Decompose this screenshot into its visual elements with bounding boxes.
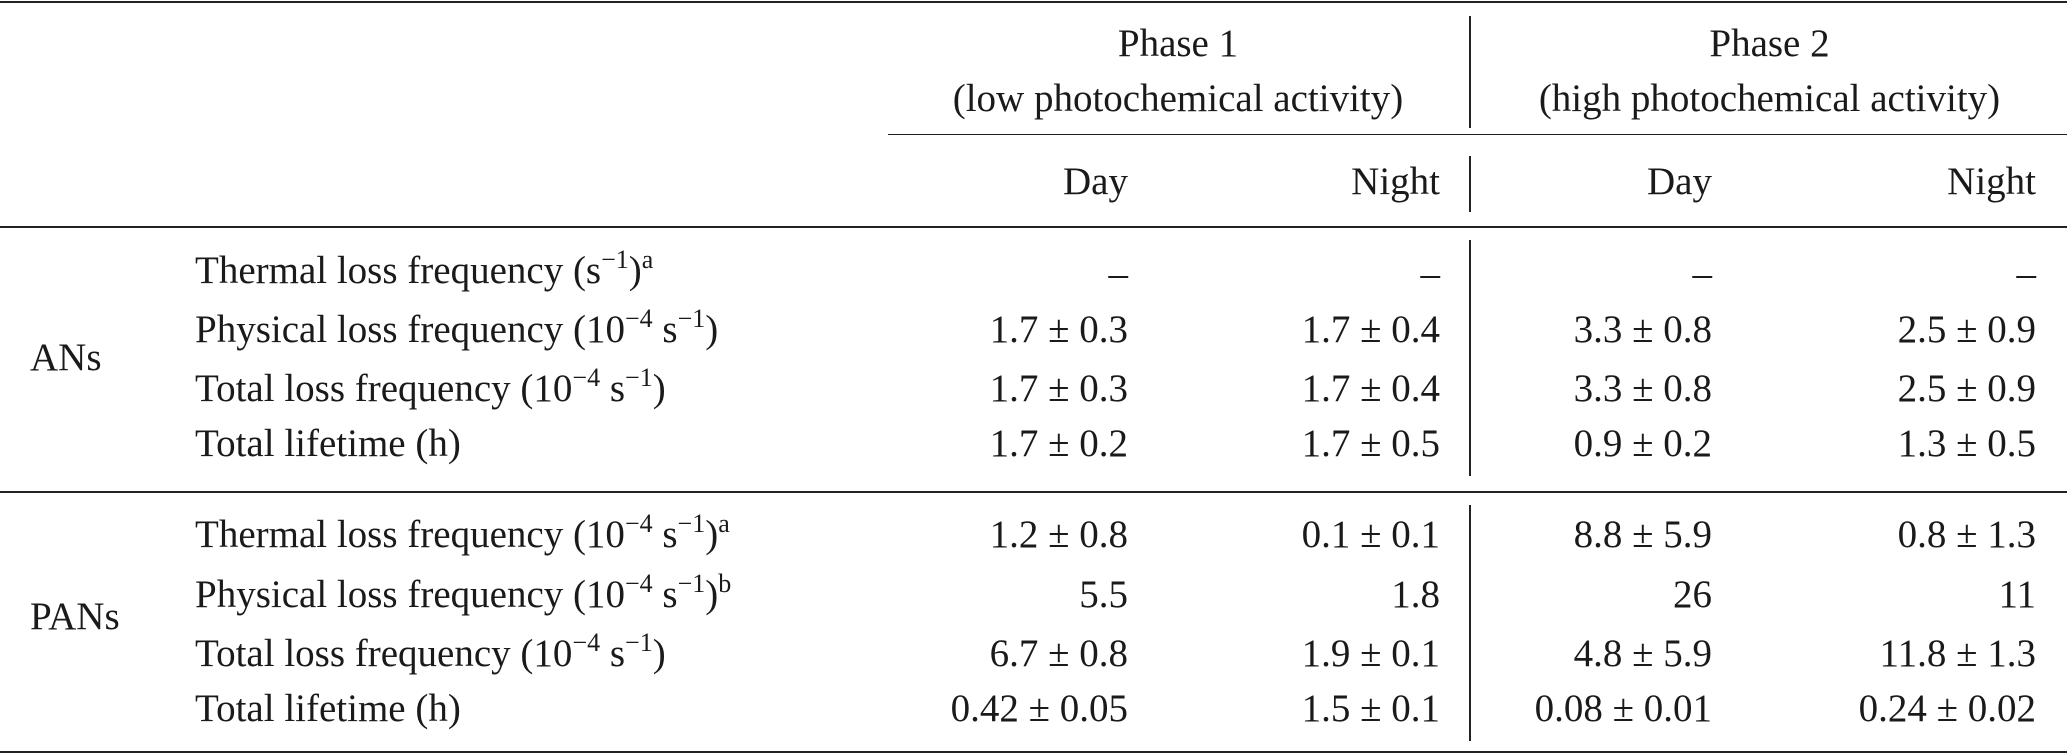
table-cell: 1.5 ± 0.1 xyxy=(1301,687,1440,730)
group-label-ans: ANs xyxy=(30,336,102,379)
table-cell: – xyxy=(1692,252,1712,295)
table-cell: 1.2 ± 0.8 xyxy=(989,513,1128,556)
row-label: Thermal loss frequency ($10^{-4}$ $s^{-1})^a$ xyxy=(195,509,730,556)
table-cell: 26 xyxy=(1673,573,1712,616)
table-cell: 1.7 ± 0.3 xyxy=(989,308,1128,351)
row-label: Physical loss frequency ($10^{-4}$ $s^{-1}$) xyxy=(195,304,719,351)
table-cell: 4.8 ± 5.9 xyxy=(1573,632,1712,675)
table-cell: 0.1 ± 0.1 xyxy=(1301,513,1440,556)
phase2-title: Phase 2 xyxy=(1709,22,1830,65)
table-cell: 1.7 ± 0.3 xyxy=(989,367,1128,410)
row-label: Physical loss frequency ($10^{-4}$ $s^{-1})^b$ xyxy=(195,569,732,616)
table-cell: 0.42 ± 0.05 xyxy=(950,687,1128,730)
table-cell: – xyxy=(1108,252,1128,295)
table-cell: 1.8 xyxy=(1391,573,1440,616)
table-cell: 0.24 ± 0.02 xyxy=(1858,687,2036,730)
row-label: Total loss frequency ($10^{-4}$ $s^{-1}$) xyxy=(195,363,666,410)
table-cell: 2.5 ± 0.9 xyxy=(1897,308,2036,351)
table-cell: 5.5 xyxy=(1079,573,1128,616)
table-cell: – xyxy=(1420,252,1440,295)
row-label: Total lifetime (h) xyxy=(195,422,461,465)
table-cell: 11 xyxy=(1998,573,2036,616)
table-cell: 1.7 ± 0.4 xyxy=(1301,367,1440,410)
group-label-pans: PANs xyxy=(30,595,120,638)
col-header-phase1-night: Night xyxy=(1351,160,1440,203)
table-cell: 1.7 ± 0.4 xyxy=(1301,308,1440,351)
header-rule xyxy=(0,226,2067,228)
table-cell: 8.8 ± 5.9 xyxy=(1573,513,1712,556)
phase1-subtitle: (low photochemical activity) xyxy=(952,77,1404,120)
table-cell: 0.9 ± 0.2 xyxy=(1573,422,1712,465)
row-label: Thermal loss frequency $(s^{-1})^a$ xyxy=(195,245,654,292)
table-cell: 0.8 ± 1.3 xyxy=(1897,513,2036,556)
phase-divider-subheader xyxy=(1469,156,1471,212)
table-cell: – xyxy=(2016,252,2036,295)
table-cell: 1.9 ± 0.1 xyxy=(1301,632,1440,675)
phase1-title: Phase 1 xyxy=(1117,22,1239,65)
phase-divider-ans xyxy=(1469,240,1471,476)
table-cell: 0.08 ± 0.01 xyxy=(1534,687,1712,730)
col-header-phase1-day: Day xyxy=(1063,160,1128,203)
table-cell: 1.7 ± 0.5 xyxy=(1301,422,1440,465)
phase-cmidrule xyxy=(888,134,2067,135)
phase-divider-header xyxy=(1469,16,1471,128)
table-cell: 3.3 ± 0.8 xyxy=(1573,367,1712,410)
table-cell: 6.7 ± 0.8 xyxy=(989,632,1128,675)
table-cell: 2.5 ± 0.9 xyxy=(1897,367,2036,410)
phase2-subtitle: (high photochemical activity) xyxy=(1538,77,2001,120)
table-cell: 11.8 ± 1.3 xyxy=(1879,632,2036,675)
phase-divider-pans xyxy=(1469,505,1471,741)
bottom-rule xyxy=(0,751,2067,753)
col-header-phase2-day: Day xyxy=(1647,160,1712,203)
row-label: Total lifetime (h) xyxy=(195,687,461,730)
table-cell: 3.3 ± 0.8 xyxy=(1573,308,1712,351)
row-label: Total loss frequency ($10^{-4}$ $s^{-1}$) xyxy=(195,628,666,675)
table-cell: 1.7 ± 0.2 xyxy=(989,422,1128,465)
group-separator-rule xyxy=(0,491,2067,493)
table-cell: 1.3 ± 0.5 xyxy=(1897,422,2036,465)
top-rule xyxy=(0,1,2067,3)
col-header-phase2-night: Night xyxy=(1947,160,2036,203)
